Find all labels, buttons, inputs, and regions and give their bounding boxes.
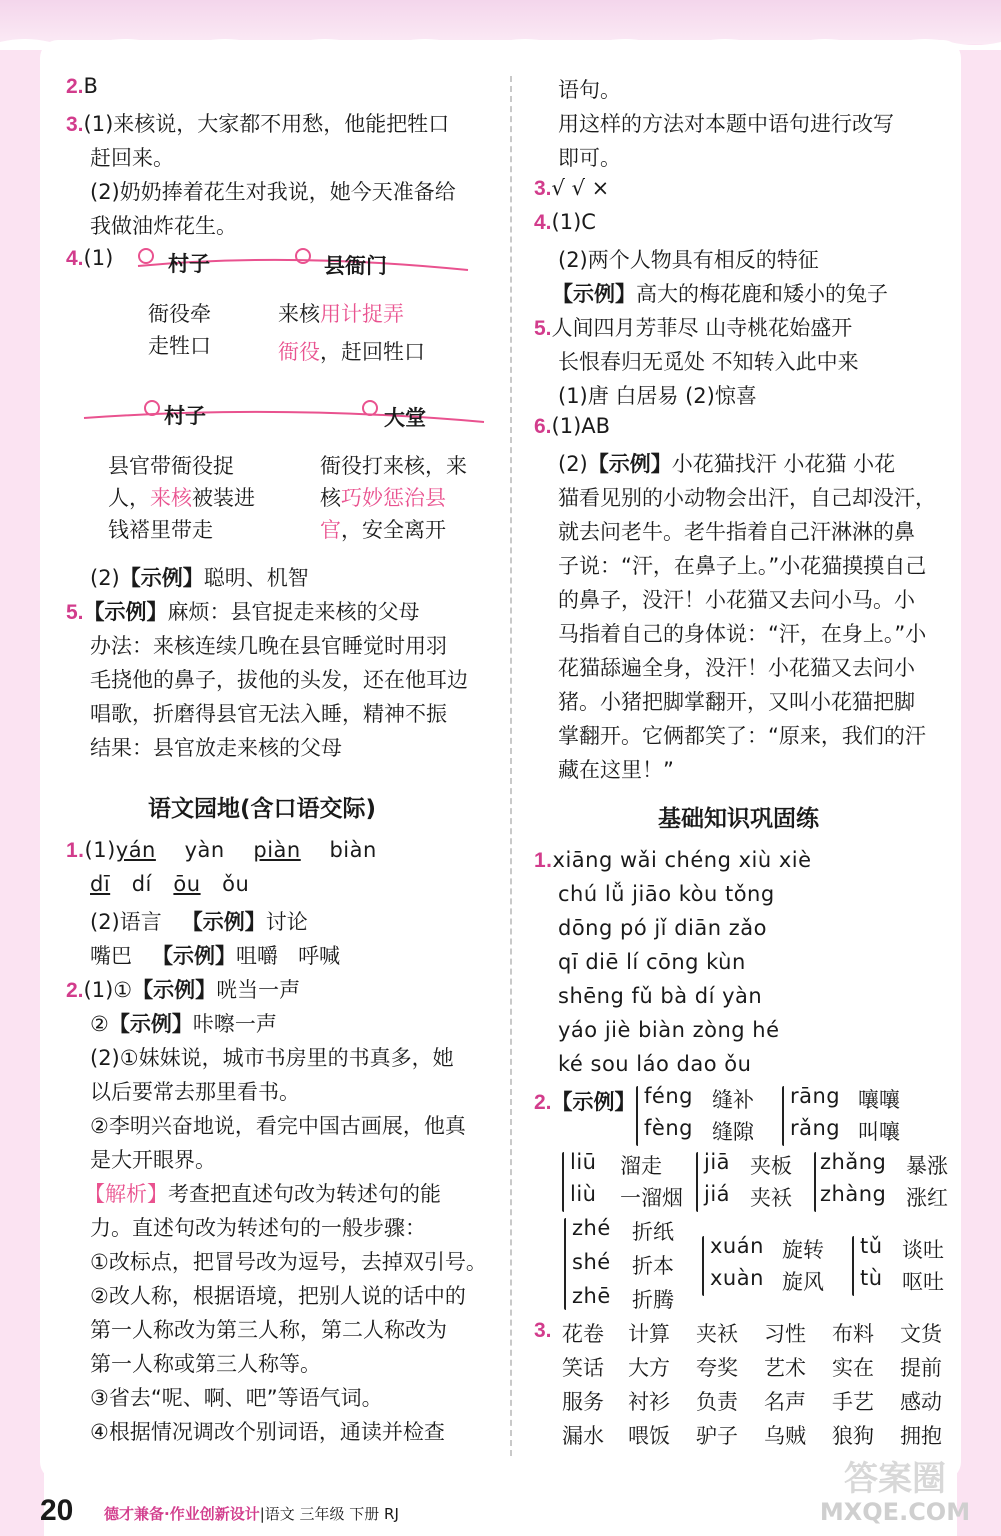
- rq5-line1: 5.人间四月芳菲尽 山寺桃花始盛开: [534, 316, 853, 340]
- r-line2: 用这样的方法对本题中语句进行改写: [558, 112, 894, 136]
- g4-w2: 夹袄: [750, 1186, 792, 1210]
- s2-line13: ③省去“呢、啊、吧”等语气词。: [90, 1386, 383, 1410]
- location-pin-icon: [145, 401, 159, 415]
- watermark-logo-text: 答案圈: [844, 1459, 946, 1499]
- b1-row-5: yáo jiè biàn zòng hé: [558, 1018, 780, 1042]
- s2-analysis-line: 【解析】考查把直述句改为转述句的能: [84, 1182, 441, 1206]
- r-line3: 即可。: [558, 146, 621, 170]
- b3-word: 大方: [628, 1356, 670, 1380]
- b1-row-2: dōng pó jǐ diān zǎo: [558, 916, 767, 940]
- b3-word: 手艺: [832, 1390, 874, 1414]
- q5-line3: 毛挠他的鼻子，拔他的头发，还在他耳边: [90, 668, 468, 692]
- event-c3: 钱褡里带走: [108, 518, 213, 542]
- b2-header: 2.【示例】: [534, 1090, 636, 1114]
- node-county-gate: 县衙门: [324, 254, 387, 278]
- g7-w1: 旋转: [782, 1238, 824, 1262]
- q3-line1: 3.(1)来核说，大家都不用愁，他能把牲口: [66, 112, 450, 136]
- rq6-line10: 掌翻开。它俩都笑了：“原来，我们的汗: [558, 724, 926, 748]
- g7-py1: xuán: [710, 1234, 764, 1258]
- b3-word: 名声: [764, 1390, 806, 1414]
- b1-row-4: shēng fǔ bà dí yàn: [558, 984, 763, 1008]
- q4-part2: (2)【示例】聪明、机智: [90, 566, 309, 590]
- g6-w1: 折纸: [632, 1220, 674, 1244]
- b3-word: 实在: [832, 1356, 874, 1380]
- s2-line11: 第一人称改为第三人称，第二人称改为: [90, 1318, 447, 1342]
- b3-word: 夹袄: [696, 1322, 738, 1346]
- s2-line10: ②改人称，根据语境，把别人说的话中的: [90, 1284, 466, 1308]
- location-pin-icon: [363, 401, 377, 415]
- node-village-1: 村子: [168, 252, 210, 276]
- watermark-logo: [800, 1446, 990, 1526]
- s2-line4: 以后要常去那里看书。: [90, 1080, 300, 1104]
- rq4-line3: 【示例】高大的梅花鹿和矮小的兔子: [552, 282, 888, 306]
- s2-line3: (2)①妹妹说，城市书房里的书真多，她: [90, 1046, 454, 1070]
- analysis-tag: 【解析】: [84, 1182, 168, 1206]
- r-line1: 语句。: [558, 78, 621, 102]
- q5-line4: 唱歌，折磨得县官无法入睡，精神不振: [90, 702, 447, 726]
- s2-line12: 第一人称或第三人称等。: [90, 1352, 321, 1376]
- section-title-basic: 基础知识巩固练: [658, 806, 819, 832]
- g8-w1: 谈吐: [902, 1238, 944, 1262]
- page-frame-left: [0, 0, 44, 1536]
- b3-word: 布料: [832, 1322, 874, 1346]
- b1-row-3: qī diē lí cōng kùn: [558, 950, 746, 974]
- b3-word: 喂饭: [628, 1424, 670, 1448]
- brace: [702, 1236, 704, 1296]
- q5-line5: 结果：县官放走来核的父母: [90, 736, 342, 760]
- s2-line6: 是大开眼界。: [90, 1148, 216, 1172]
- g5-py2: zhàng: [820, 1182, 887, 1206]
- b3-word: 提前: [900, 1356, 942, 1380]
- g3-py2: liù: [570, 1182, 597, 1206]
- page-frame-right: [957, 0, 1001, 1536]
- brace: [782, 1086, 784, 1146]
- g5-w1: 暴涨: [906, 1154, 948, 1178]
- column-divider: [510, 76, 512, 1456]
- rq4-line2: (2)两个人物具有相反的特征: [558, 248, 819, 272]
- rq6-line7: 马指着自己的身体说：“汗，在身上。”小: [558, 622, 927, 646]
- s1-line4: 嘴巴 【示例】咀嚼 呼喊: [90, 944, 341, 968]
- rq3-line: 3.√ √ ×: [534, 176, 610, 200]
- rq6-line6: 的鼻子，没汗！小花猫又去问小马。小: [558, 588, 915, 612]
- g2-py1: rāng: [790, 1084, 841, 1108]
- rq6-line3: 猫看见别的小动物会出汗，自己却没汗，: [558, 486, 936, 510]
- g2-py2: rǎng: [790, 1116, 841, 1140]
- watermark-graphic: [800, 1446, 990, 1526]
- b1-row-1: chú lǚ jiāo kòu tǒng: [558, 882, 775, 906]
- b3-word: 文货: [900, 1322, 942, 1346]
- event-d2: 核巧妙惩治县: [320, 486, 446, 510]
- event-a1: 衙役牵: [148, 302, 211, 326]
- brace: [636, 1086, 638, 1146]
- rq6-line11: 藏在这里！”: [558, 758, 674, 782]
- q2-line: 2.B: [66, 74, 98, 98]
- s2-line14: ④根据情况调改个别词语，通读并检查: [90, 1420, 445, 1444]
- node-hall: 大堂: [384, 406, 426, 430]
- b3-word: 狼狗: [832, 1424, 874, 1448]
- location-pin-icon: [139, 249, 153, 263]
- brace: [562, 1152, 564, 1212]
- footer-text: 德才兼备·作业创新设计|语文 三年级 下册 RJ: [104, 1505, 399, 1523]
- b1-row-6: ké sou láo dao ǒu: [558, 1052, 752, 1076]
- s2-line2: ②【示例】咔嚓一声: [90, 1012, 277, 1036]
- rq6-line2: (2)【示例】小花猫找汗 小花猫 小花: [558, 452, 896, 476]
- g4-py1: jiā: [704, 1150, 731, 1174]
- s2-line9: ①改标点，把冒号改为逗号，去掉双引号。: [90, 1250, 487, 1274]
- g4-w1: 夹板: [750, 1154, 792, 1178]
- g2-w2: 叫嚷: [858, 1120, 900, 1144]
- event-c1: 县官带衙役捉: [108, 454, 234, 478]
- g6-py3: zhē: [572, 1284, 611, 1308]
- g8-py1: tǔ: [860, 1234, 883, 1258]
- g1-py1: féng: [644, 1084, 693, 1108]
- q5-line1: 5.【示例】麻烦：县官捉走来核的父母: [66, 600, 420, 624]
- b3-word: 衬衫: [628, 1390, 670, 1414]
- rq5-line2: 长恨春归无觅处 不知转入此中来: [558, 350, 859, 374]
- g6-py2: shé: [572, 1250, 611, 1274]
- b1-row-0: 1.xiāng wǎi chéng xiù xiè: [534, 848, 812, 872]
- b3-word: 服务: [562, 1390, 604, 1414]
- node-village-2: 村子: [164, 404, 206, 428]
- g5-w2: 涨红: [906, 1186, 948, 1210]
- rq4-line1: 4.(1)C: [534, 210, 596, 234]
- g8-py2: tù: [860, 1266, 883, 1290]
- event-b2: 衙役，赶回牲口: [278, 340, 425, 364]
- g3-w2: 一溜烟: [620, 1186, 683, 1210]
- g1-py2: fèng: [644, 1116, 693, 1140]
- g2-w1: 嚷嚷: [858, 1088, 900, 1112]
- b3-word: 乌贼: [764, 1424, 806, 1448]
- rq6-line9: 猪。小猪把脚掌翻开，又叫小花猫把脚: [558, 690, 915, 714]
- brace: [814, 1152, 816, 1212]
- g6-w2: 折本: [632, 1254, 674, 1278]
- q5-line2: 办法：来核连续几晚在县官睡觉时用羽: [90, 634, 447, 658]
- rq6-line8: 花猫舔遍全身，没汗！小花猫又去问小: [558, 656, 915, 680]
- g6-py1: zhé: [572, 1216, 611, 1240]
- page-number: 20: [40, 1494, 74, 1527]
- b3-num: 3.: [534, 1319, 552, 1342]
- rq6-line1: 6.(1)AB: [534, 414, 611, 438]
- q4-header: 4.(1): [66, 246, 114, 270]
- watermark-url: MXQE.COM: [819, 1498, 971, 1526]
- q3-line3: (2)奶奶捧着花生对我说，她今天准备给: [90, 180, 456, 204]
- g4-py2: jiá: [704, 1182, 731, 1206]
- b3-word: 漏水: [562, 1424, 604, 1448]
- g7-py2: xuàn: [710, 1266, 764, 1290]
- rq5-line3: (1)唐 白居易 (2)惊喜: [558, 384, 757, 408]
- brace: [852, 1236, 854, 1296]
- page-frame-top: [0, 0, 1001, 44]
- b3-word: 艺术: [764, 1356, 806, 1380]
- g7-w2: 旋风: [782, 1270, 824, 1294]
- g3-w1: 溜走: [620, 1154, 662, 1178]
- section-title-yuwen-yuandi: 语文园地(含口语交际): [148, 796, 377, 822]
- q3-line2: 赶回来。: [90, 146, 174, 170]
- event-b1: 来核用计捉弄: [278, 302, 404, 326]
- s1-line1: 1.(1)yán yàn piàn biàn: [66, 838, 377, 862]
- s2-line8: 力。直述句改为转述句的一般步骤：: [90, 1216, 426, 1240]
- b3-word: 驴子: [696, 1424, 738, 1448]
- event-c2: 人，来核被装进: [108, 486, 255, 510]
- g3-py1: liū: [570, 1150, 597, 1174]
- g1-w2: 缝隙: [712, 1120, 754, 1144]
- g6-w3: 折腾: [632, 1288, 674, 1312]
- g1-w1: 缝补: [712, 1088, 754, 1112]
- b3-word: 夸奖: [696, 1356, 738, 1380]
- rq6-line4: 就去问老牛。老牛指着自己汗淋淋的鼻: [558, 520, 915, 544]
- s1-line2: dī dí ōu ǒu: [90, 872, 250, 896]
- event-a2: 走牲口: [148, 334, 211, 358]
- s2-line1: 2.(1)①【示例】咣当一声: [66, 978, 301, 1002]
- event-d1: 衙役打来核，来: [320, 454, 467, 478]
- q2-answer: B: [83, 74, 98, 98]
- brace: [696, 1152, 698, 1212]
- rq6-line5: 子说：“汗，在鼻子上。”小花猫摸摸自己: [558, 554, 927, 578]
- brace: [564, 1218, 566, 1310]
- b3-word: 拥抱: [900, 1424, 942, 1448]
- b3-word: 感动: [900, 1390, 942, 1414]
- story-timeline-2: [80, 396, 490, 436]
- g5-py1: zhǎng: [820, 1150, 887, 1174]
- s1-line3: (2)语言 【示例】讨论: [90, 910, 308, 934]
- s2-line5: ②李明兴奋地说，看完中国古画展，他真: [90, 1114, 466, 1138]
- b3-word: 笑话: [562, 1356, 604, 1380]
- b3-word: 负责: [696, 1390, 738, 1414]
- q3-line4: 我做油炸花生。: [90, 214, 237, 238]
- event-d3: 官，安全离开: [320, 518, 446, 542]
- b3-word: 计算: [628, 1322, 670, 1346]
- g8-w2: 呕吐: [902, 1270, 944, 1294]
- b3-word: 习性: [764, 1322, 806, 1346]
- b3-word: 花卷: [562, 1322, 604, 1346]
